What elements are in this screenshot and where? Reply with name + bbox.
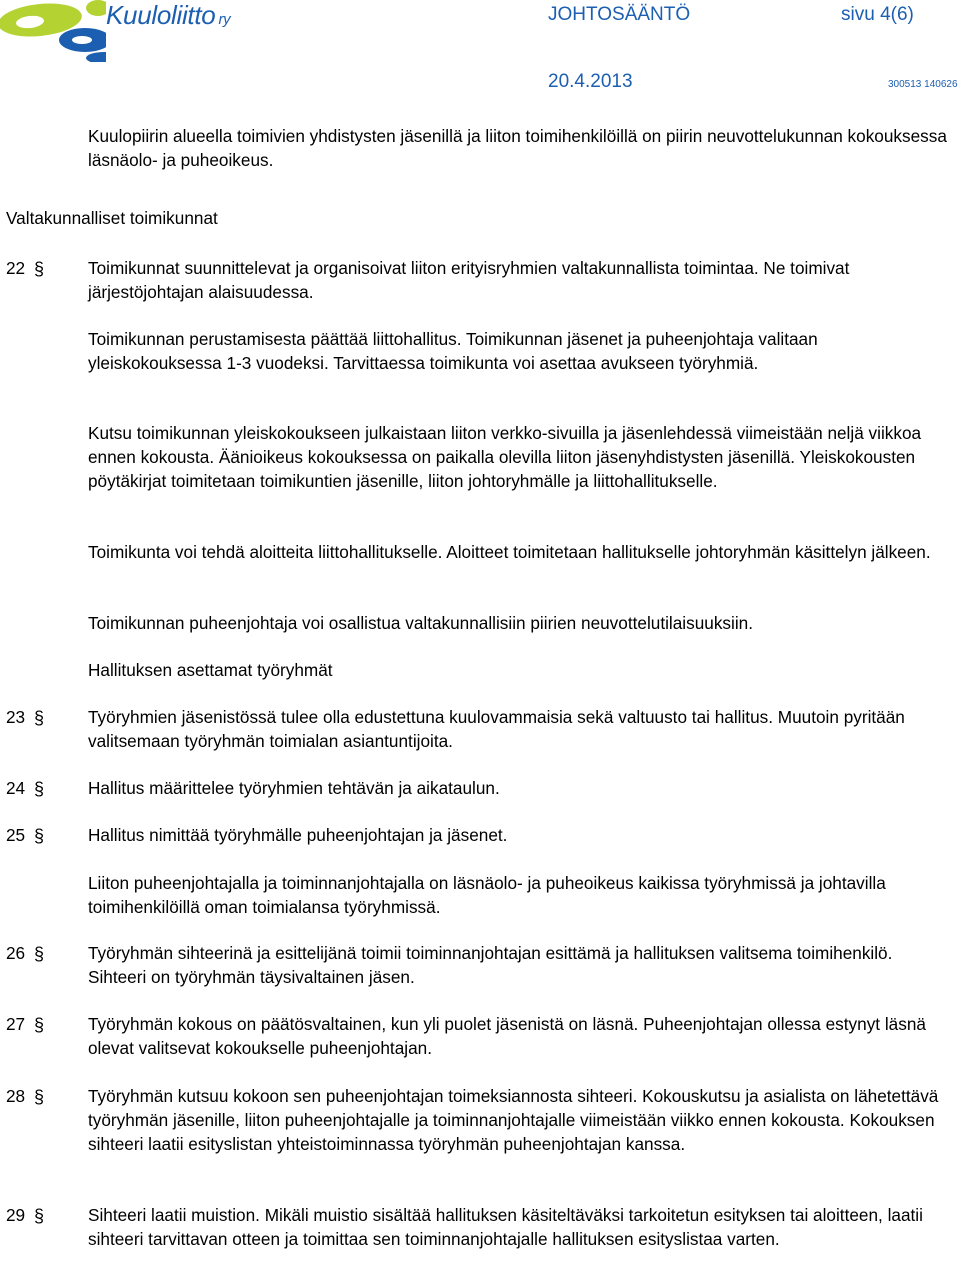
- section-28-text: Työryhmän kutsuu kokoon sen puheenjohtajan toimeksiannosta sihteeri. Kokouskutsu ja asialista on lähetettävä työryhmän jäsenille, liiton puheenjohtajalle ja toiminnanjohtajalle viimeistään viikko ennen kokousta. Kokouksen sihteeri laatii esityslistan yhteistoiminnassa työryhmän puheenjohtajan kanssa.: [88, 1086, 939, 1154]
- svg-text:§: §: [34, 1206, 45, 1226]
- svg-text:§: §: [34, 259, 45, 279]
- svg-text:§: §: [34, 779, 45, 799]
- document-title: JOHTOSÄÄNTÖ: [548, 4, 691, 25]
- svg-text:§: §: [34, 944, 45, 964]
- section-24-text: Hallitus määrittelee työryhmien tehtävän ja aikataulun.: [88, 778, 500, 798]
- section-number-22: 22: [6, 258, 26, 278]
- section-29-text: Sihteeri laatii muistion. Mikäli muistio sisältää hallituksen käsiteltäväksi tarkoitetun esityksen tai aloitteen, laatii sihteeri tarvittavan otteen ja toimittaa sen toiminnanjohtajalle hallituksen esityslistaa varten.: [88, 1205, 923, 1249]
- section-27-text: Työryhmän kokous on päätösvaltainen, kun yli puolet jäsenistä on läsnä. Puheenjohtajan ollessa estynyt läsnä olevat valitsevat kokoukselle puheenjohtajan.: [88, 1014, 926, 1058]
- page-header: [0, 0, 960, 100]
- section-sign-icon: [34, 708, 46, 728]
- section-22-text: Toimikunnat suunnittelevat ja organisoivat liiton erityisryhmien valtakunnallista toimintaa. Ne toimivat järjestöjohtajan alaisuudessa.: [88, 258, 850, 302]
- document-date: 20.4.2013: [548, 71, 633, 92]
- section-22-paragraph-3: Kutsu toimikunnan yleiskokoukseen julkaistaan liiton verkko-sivuilla ja jäsenlehdessä viimeistään neljä viikkoa ennen kokousta. Äänioikeus kokouksessa on paikalla olevilla liiton jäsenyhdistysten jäsenillä. Yleiskokousten pöytäkirjat toimitetaan toimikuntien jäsenille, liiton johtoryhmälle ja liittohallitukselle.: [88, 423, 922, 491]
- section-sign-icon: [34, 1015, 46, 1035]
- kuuloliitto-logo-icon: [0, 0, 106, 62]
- intro-paragraph: Kuulopiirin alueella toimivien yhdistysten jäsenillä ja liiton toimihenkilöillä on piirin neuvottelukunnan kokouksessa läsnäolo- ja puheoikeus.: [88, 126, 947, 170]
- document-code: 300513 140626: [888, 79, 958, 90]
- section-sign-icon: [34, 1087, 46, 1107]
- section-22-paragraph-4: Toimikunta voi tehdä aloitteita liittohallitukselle. Aloitteet toimitetaan hallitukselle johtoryhmän käsittelyn jälkeen.: [88, 542, 931, 562]
- section-sign-icon: [34, 826, 46, 846]
- svg-text:§: §: [34, 708, 45, 728]
- svg-text:§: §: [34, 826, 45, 846]
- section-number-27: 27: [6, 1014, 26, 1034]
- svg-text:§: §: [34, 1015, 45, 1035]
- logo-suffix: ry: [218, 11, 231, 28]
- section-sign-icon: [34, 944, 46, 964]
- section-sign-icon: [34, 779, 46, 799]
- section-sign-icon: [34, 259, 46, 279]
- section-number-28: 28: [6, 1086, 26, 1106]
- section-sign-icon: [34, 1206, 46, 1226]
- logo-name: Kuuloliitto: [106, 0, 216, 30]
- section-23-text: Työryhmien jäsenistössä tulee olla edustettuna kuulovammaisia sekä valtuusto tai hallitus. Muutoin pyritään valitsemaan työryhmän toimialan asiantuntijoita.: [88, 707, 905, 751]
- section-number-25: 25: [6, 825, 26, 845]
- section-22-paragraph-5: Toimikunnan puheenjohtaja voi osallistua valtakunnallisiin piirien neuvottelutilaisuuksiin.: [88, 613, 753, 633]
- svg-text:§: §: [34, 1087, 45, 1107]
- section-number-29: 29: [6, 1205, 26, 1225]
- section-number-23: 23: [6, 707, 26, 727]
- section-25-paragraph-2: Liiton puheenjohtajalla ja toiminnanjohtajalla on läsnäolo- ja puheoikeus kaikissa työryhmissä ja johtavilla toimihenkilöillä oman toimialansa työryhmissä.: [88, 873, 886, 917]
- heading-hallituksen-tyoryhmat: Hallituksen asettamat työryhmät: [88, 660, 333, 680]
- section-26-text: Työryhmän sihteerinä ja esittelijänä toimii toiminnanjohtajan esittämä ja hallituksen valitsema toimihenkilö. Sihteeri on työryhmän täysivaltainen jäsen.: [88, 943, 893, 987]
- page-number: sivu 4(6): [841, 4, 914, 25]
- section-number-26: 26: [6, 943, 26, 963]
- section-25-text: Hallitus nimittää työryhmälle puheenjohtajan ja jäsenet.: [88, 825, 508, 845]
- logo-wordmark: [106, 0, 230, 31]
- section-number-24: 24: [6, 778, 26, 798]
- heading-valtakunnalliset-toimikunnat: Valtakunnalliset toimikunnat: [6, 208, 218, 228]
- section-22-paragraph-2: Toimikunnan perustamisesta päättää liittohallitus. Toimikunnan jäsenet ja puheenjohtaja valitaan yleiskokouksessa 1-3 vuodeksi. Tarvittaessa toimikunta voi asettaa avukseen työryhmiä.: [88, 329, 818, 373]
